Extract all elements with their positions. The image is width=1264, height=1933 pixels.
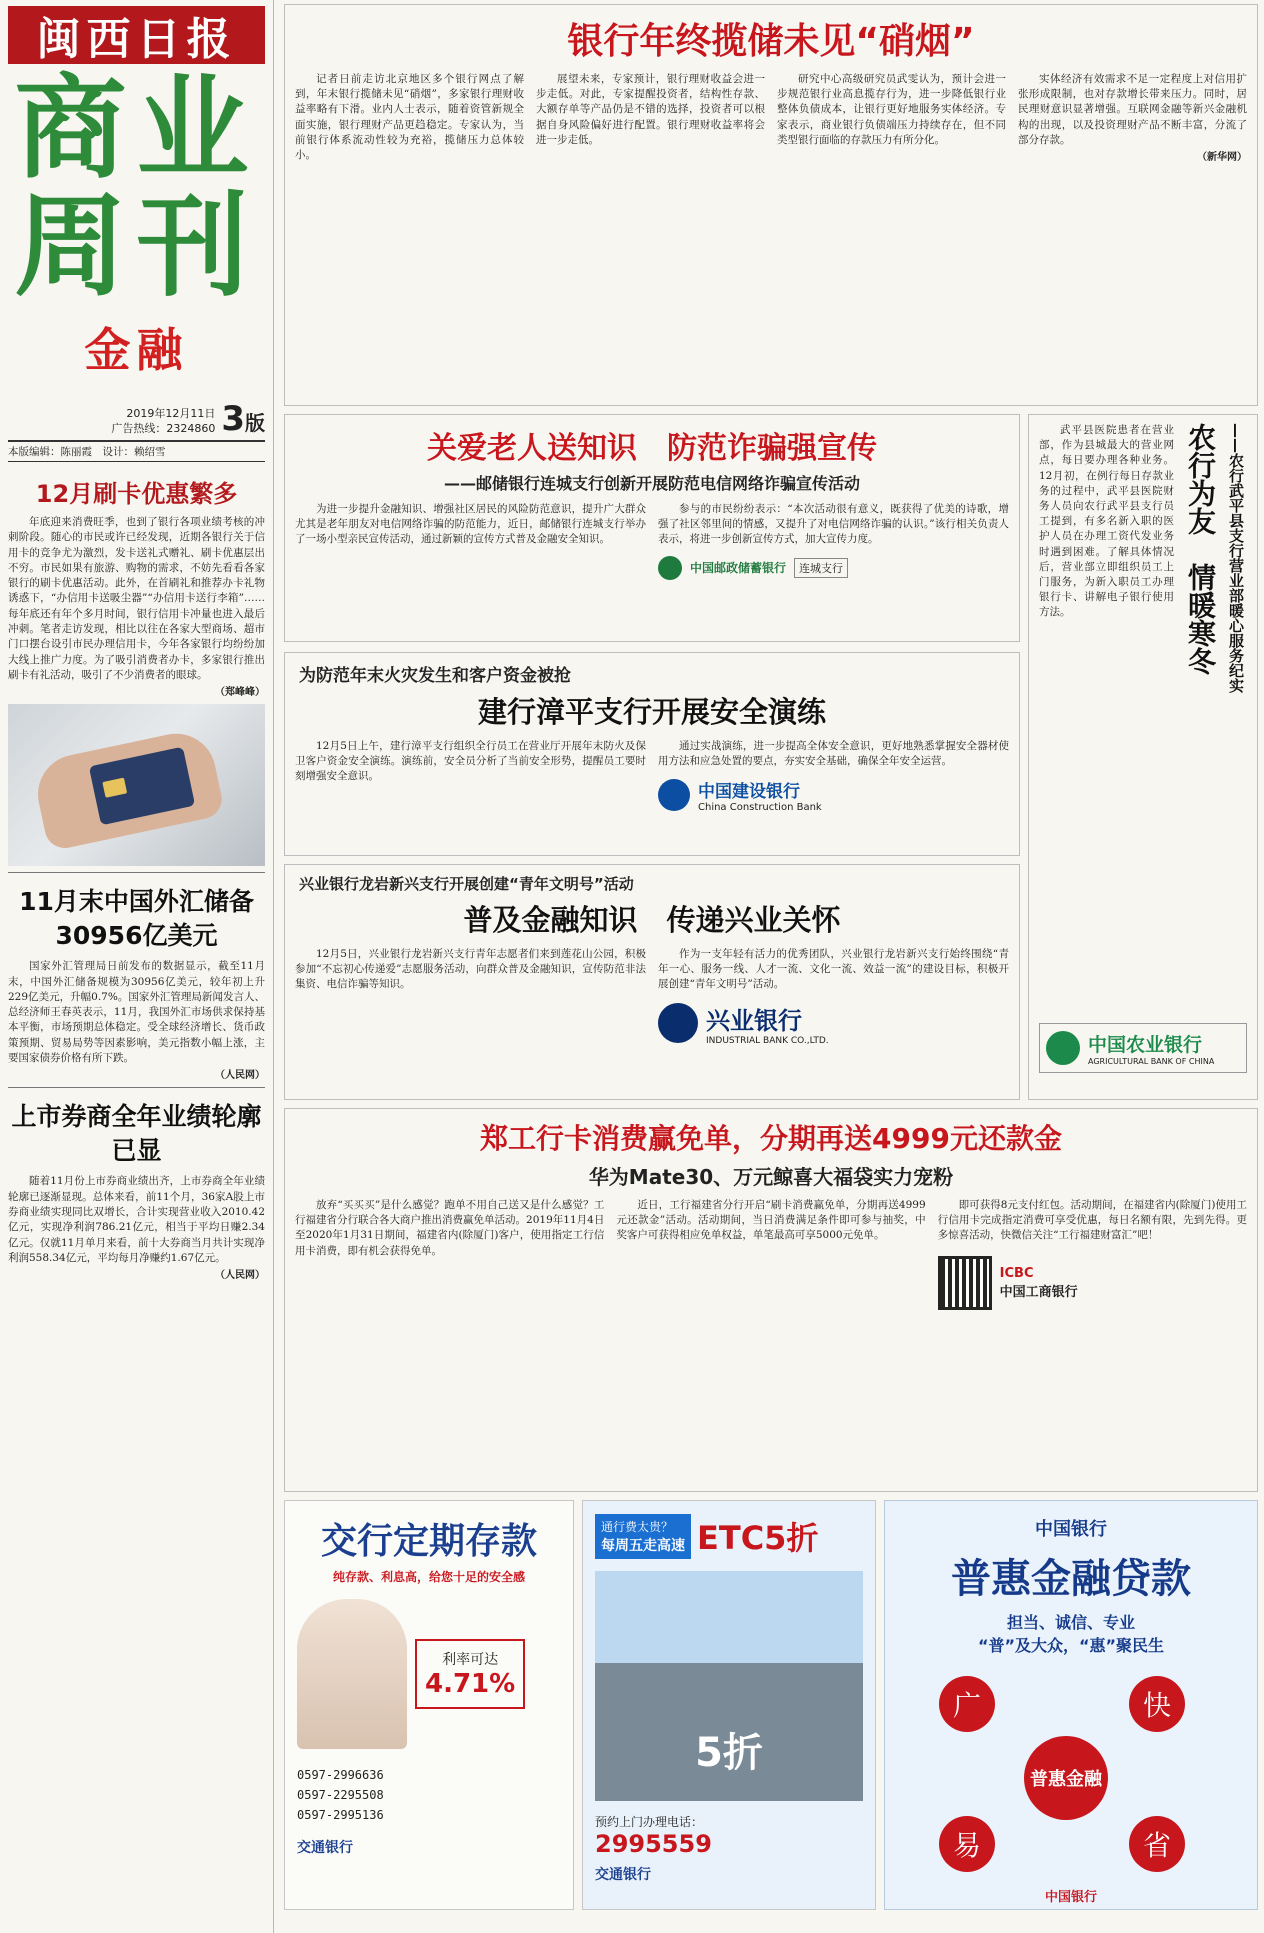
- boc-slogan: 担当、诚信、专业: [1006, 1613, 1135, 1632]
- article-author: （人民网）: [215, 1070, 265, 1082]
- article-author: （人民网）: [215, 1270, 265, 1282]
- article-author: （郑峰峰）: [215, 687, 265, 699]
- comm-rate: 4.71%: [425, 1669, 516, 1699]
- comm-rate-label: 利率可达: [442, 1652, 499, 1668]
- article-pretitle: 兴业银行龙岩新兴支行开展创建“青年文明号”活动: [299, 875, 634, 893]
- article-title: 郑工行卡消费赢免单，分期再送4999元还款金: [480, 1122, 1062, 1155]
- cib-logo: [658, 1001, 1009, 1046]
- article-title: 建行漳平支行开展安全演练: [477, 695, 826, 729]
- boc-bank-name: 中国银行: [1035, 1519, 1107, 1540]
- psbc-name: 中国邮政储蓄银行: [690, 561, 787, 576]
- article-col: 记者日前走访北京地区多个银行网点了解到，年末银行揽储未见“硝烟”，多家银行理财收益率略有下滑。业内人士表示，随着资管新规全面实施，银行理财产品更趋稳定。专家认为，当前银行体系流动性较为充裕，揽储压力总体较小。: [295, 73, 524, 162]
- article-col: 武平县医院患者在营业部，作为县城最大的营业网点，每日要办理各种业务。12月初，在例行每日存款业务的过程中，武平县医院财务人员向农行武平县支行员工提到，有多名新入职的医护人员在办理工资代发业务时遇到困难。了解具体情况后，营业部立即组织员工上门服务，为新入职员工办理银行卡、讲解电子银行使用方法。: [1039, 424, 1174, 619]
- article-title: 农行为友 情暖寒冬: [1184, 423, 1217, 675]
- article-ccb: [284, 652, 1020, 856]
- article-col: 12月5日，兴业银行龙岩新兴支行青年志愿者们来到莲花山公园，积极参加“不忘初心传递爱”志愿服务活动，向群众普及金融知识，宣传防范非法集资、电信诈骗等知识。: [295, 948, 646, 991]
- article-col: 参与的市民纷纷表示：“本次活动很有意义，既获得了优美的诗歌，增强了社区邻里间的情感，又提升了对电信网络诈骗的认识。”该行相关负责人表示，将进一步创新宣传方式，加大宣传力度。: [658, 503, 1009, 546]
- article-body: 年底迎来消费旺季，也到了银行各项业绩考核的冲刺阶段。随心的市民或许已经发现，近期各银行关于信用卡的竞争尤为激烈，发卡送礼式赠礼、刷卡优惠层出不穷。市民如果有旅游、购物的需求，不妨先看看各家银行的刷卡优惠活动。此外，在首刷礼和推荐办卡礼物诱惑下，“办信用卡送吸尘器”“办信用卡送行李箱”……每年底还有年个多月时间，银行信用卡冲量也进入最后冲刺。笔者走访发现，相比以往在各家大型商场、超市门口摆台设引市民办理信用卡，今年各家银行均纷纷加大线上推广力度。为了吸引消费者办卡，多家银行推出刷卡有礼活动，吸引了不少消费者的眼球。: [8, 516, 265, 681]
- etc-logo: 交通银行: [595, 1867, 651, 1883]
- etc-top: 通行费太贵？: [601, 1519, 674, 1534]
- psbc-logo-icon: [658, 556, 682, 580]
- branch-name: 连城支行: [794, 558, 848, 578]
- article-subtitle: ——农行武平县支行营业部暖心服务纪实: [1227, 423, 1245, 693]
- boc-ad[interactable]: [884, 1500, 1258, 1910]
- boc-char: 易: [939, 1816, 995, 1872]
- article-title: 12月刷卡优惠繁多: [35, 480, 238, 508]
- icbc-logo: [938, 1256, 1247, 1310]
- issue-meta: [8, 399, 265, 439]
- main-area: [284, 0, 1264, 1933]
- boc-title: 普惠金融贷款: [951, 1556, 1191, 1602]
- article-title: 银行年终揽储未见“硝烟”: [567, 21, 975, 62]
- icbc-name: 中国工商银行: [999, 1284, 1078, 1300]
- etc-sub: 每周五走高速: [601, 1537, 685, 1554]
- credit-card-photo: [8, 704, 265, 866]
- etc-title: ETC5折: [697, 1519, 819, 1557]
- page-unit: 版: [245, 411, 265, 435]
- cib-logo-icon: [658, 1003, 698, 1043]
- boc-char: 省: [1129, 1816, 1185, 1872]
- psbc-logo: [658, 556, 1009, 580]
- boc-center-char: 普惠金融: [1024, 1736, 1108, 1820]
- divider: [8, 872, 265, 873]
- article-col: 实体经济有效需求不足一定程度上对信用扩张形成限制，也对存款增长带来压力。同时，居民理财意识显著增强。互联网金融等新兴金融机构的出现，以及投资理财产品不断丰富，分流了部分存款。: [1018, 73, 1247, 146]
- comm-deposit-ad[interactable]: [284, 1500, 574, 1910]
- toll-booth-photo: [595, 1571, 863, 1801]
- page-number: 3: [221, 399, 245, 439]
- boc-slogan: “普”及大众，“惠”聚民生: [977, 1636, 1165, 1655]
- article-postal: [284, 414, 1020, 642]
- comm-rate-box: [415, 1639, 525, 1709]
- article-pretitle: 为防范年末火灾发生和客户资金被抢: [299, 666, 571, 686]
- section-title: 金融: [84, 323, 189, 377]
- article-title: 关爱老人送知识 防范诈骗强宣传: [427, 431, 877, 466]
- etc-road-discount: 5折: [695, 1730, 763, 1776]
- etc-tel-label: 预约上门办理电话：: [595, 1815, 704, 1829]
- article-col: 通过实战演练，进一步提高全体安全意识，更好地熟悉掌握安全器材使用方法和应急处置的要点，夯实安全基础，确保全年安全运营。: [658, 740, 1009, 768]
- editor-credits: 本版编辑：陈丽霞 设计：赖绍雪: [8, 440, 265, 462]
- etc-tel[interactable]: 2995559: [595, 1830, 712, 1858]
- article-col: 近日，工行福建省分行开启“刷卡消费赢免单，分期再送4999元还款金”活动。活动期间，当日消费满足条件即可参与抽奖，中奖客户可获得相应免单权益，单笔最高可享5000元免单。: [616, 1199, 926, 1242]
- article-title: 上市券商全年业绩轮廓已显: [11, 1102, 262, 1166]
- cib-name: 兴业银行: [706, 1006, 802, 1035]
- article-col: 展望未来，专家预计，银行理财收益会进一步走低。对此，专家提醒投资者，结构性存款、大额存单等产品仍是不错的选择，投资者可以根据自身风险偏好进行配置。银行理财收益率将会进一步走低。: [536, 73, 765, 146]
- article-title: 11月末中国外汇储备30956亿美元: [19, 887, 254, 951]
- article-col: 为进一步提升金融知识、增强社区居民的风险防范意识，提升广大群众尤其是老年朋友对电信网络诈骗的防范能力，近日，邮储银行连城支行举办了一场小型亲民宣传活动，通过新颖的宣传方式普及金融安全知识。: [295, 503, 646, 546]
- abc-name: 中国农业银行: [1088, 1034, 1203, 1056]
- article-body: 随着11月份上市券商业绩出齐，上市券商全年业绩轮廓已逐渐显现。总体来看，前11个月，36家A股上市券商业绩实现同比双增长，合计实现营业收入2010.42亿元，实现净利润786.21亿元，相当于平均日赚2.34亿元。仅就11月单月来看，前十大券商当月共计实现净利润558.34亿元，平均每月净赚约1.67亿元。: [8, 1175, 265, 1264]
- phone-number[interactable]: 0597-2995136: [297, 1808, 384, 1822]
- article-col: 作为一支年轻有活力的优秀团队，兴业银行龙岩新兴支行始终围绕“青年一心、服务一线、人才一流、文化一流、效益一流”的建设目标，积极开展创建“青年文明号”活动。: [658, 948, 1009, 991]
- divider: [8, 1087, 265, 1088]
- boc-diagram: [899, 1666, 1243, 1876]
- comm-phone-list: [297, 1765, 561, 1825]
- icbc-short: ICBC: [999, 1265, 1034, 1281]
- phone-number[interactable]: 0597-2996636: [297, 1768, 384, 1782]
- comm-title: 交行定期存款: [320, 1521, 537, 1562]
- ccb-name: 中国建设银行: [698, 782, 800, 803]
- boc-logo: 中国银行: [1044, 1890, 1097, 1905]
- comm-slogan: 纯存款、利息高，给您十足的安全感: [332, 1570, 525, 1584]
- abc-logo: [1039, 1023, 1247, 1073]
- phone-number[interactable]: 0597-2295508: [297, 1788, 384, 1802]
- article-cib: [284, 864, 1020, 1100]
- man-photo: [297, 1599, 407, 1749]
- article-icbc: [284, 1108, 1258, 1492]
- article-col: 放弃“买买买”是什么感觉？跑单不用自己送又是什么感觉？工行福建省分行联合各大商户推出消费赢免单活动。2019年11月4日至2020年1月31日期间，福建省内(除厦门)客户，使用指定工行信用卡消费，即有机会获得免单。: [295, 1199, 605, 1257]
- ccb-logo: [658, 777, 1009, 813]
- abc-logo-icon: [1046, 1031, 1080, 1065]
- comm-logo: 交通银行: [297, 1840, 353, 1856]
- boc-char: 广: [939, 1676, 995, 1732]
- article-subtitle: 华为Mate30、万元鲸喜大福袋实力宠粉: [588, 1165, 954, 1189]
- issue-date: 2019年12月11日: [126, 407, 216, 420]
- qr-code-icon[interactable]: [938, 1256, 992, 1310]
- etc-ad[interactable]: [582, 1500, 876, 1910]
- article-author: （新华网）: [1197, 152, 1247, 164]
- article-body: 国家外汇管理局日前发布的数据显示，截至11月末，中国外汇储备规模为30956亿美元，较年初上升229亿美元，升幅0.7%。国家外汇管理局新闻发言人、总经济师王春英表示，11月，我国外汇市场供求保持基本平衡，市场预期总体稳定。受全球经济增长、货币政策预期、贸易局势等因素影响，美元指数小幅上涨，主要国家债券价格有所下跌。: [8, 960, 265, 1065]
- article-abc: [1028, 414, 1258, 1100]
- masthead-logo: 闽西日报: [8, 6, 265, 64]
- cib-name-en: INDUSTRIAL BANK CO.,LTD.: [706, 1035, 829, 1046]
- article-subtitle: ——邮储银行连城支行创新开展防范电信网络诈骗宣传活动: [443, 474, 860, 493]
- article-deposit: [284, 4, 1258, 406]
- left-column: [0, 0, 274, 1933]
- boc-char: 快: [1129, 1676, 1185, 1732]
- ccb-name-en: China Construction Bank: [698, 802, 822, 814]
- article-col: 研究中心高级研究员武雯认为，预计会进一步规范银行业高息揽存行为，进一步降低银行业整体负债成本，让银行更好地服务实体经济。专家表示，商业银行负债端压力持续存在，但不同类型银行面临的存款压力有所分化。: [777, 73, 1006, 146]
- article-col: 即可获得8元支付红包。活动期间，在福建省内(除厦门)使用工行信用卡完成指定消费可享受优惠，每日名额有限，先到先得。更多惊喜活动，快微信关注“工行福建财富汇”吧！: [937, 1199, 1247, 1242]
- article-title: 普及金融知识 传递兴业关怀: [463, 903, 841, 937]
- abc-name-en: AGRICULTURAL BANK OF CHINA: [1088, 1057, 1215, 1066]
- page-title: 商业周刊: [14, 64, 259, 312]
- ad-hotline: 广告热线：2324860: [111, 422, 216, 435]
- ccb-logo-icon: [658, 779, 690, 811]
- article-col: 12月5日上午，建行漳平支行组织全行员工在营业厅开展年末防火及保卫客户资金安全演练。演练前，安全员分析了当前安全形势，提醒员工要时刻增强安全意识。: [295, 740, 646, 783]
